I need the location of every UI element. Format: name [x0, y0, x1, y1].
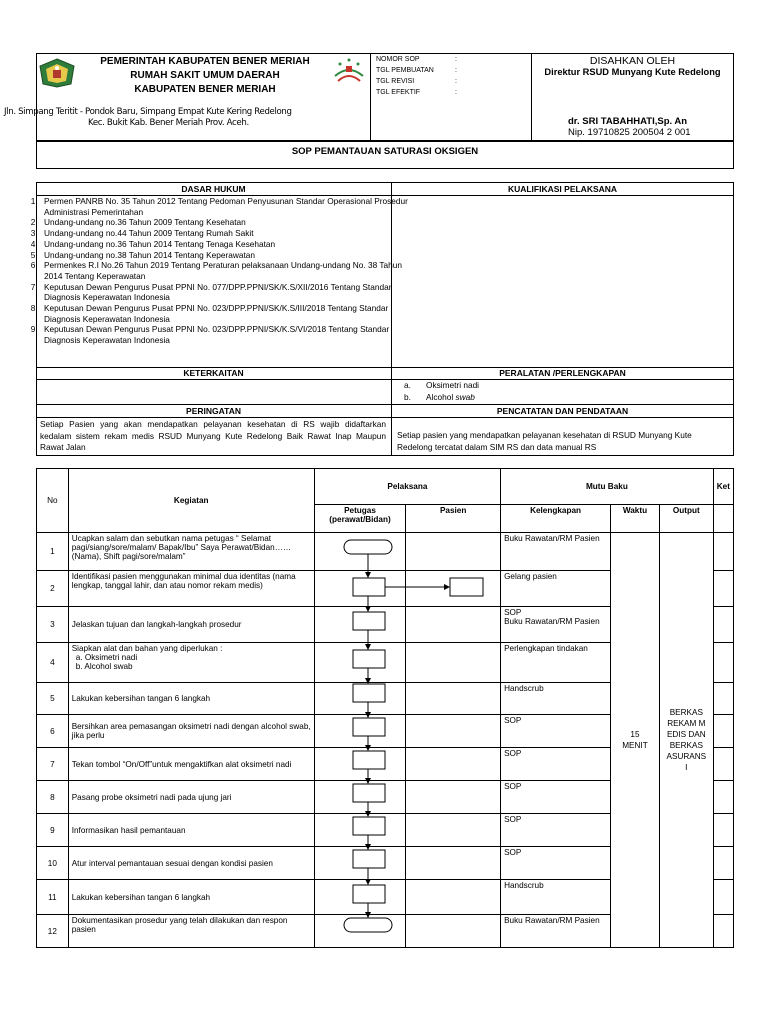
- row-kelengkapan: SOP: [501, 715, 611, 748]
- flow-step-10: [353, 850, 385, 868]
- peralatan-item-b-text: Alcohol: [426, 392, 456, 402]
- header-output: Output: [659, 505, 713, 533]
- signer-name: dr. SRI TABAHHATI,Sp. An: [568, 116, 688, 127]
- dasar-hukum-item: 5. Undang-undang no.38 Tahun 2014 Tentang Keperawatan: [40, 250, 408, 261]
- meta-tgl-pembuatan-label: TGL PEMBUATAN: [376, 67, 434, 74]
- peralatan-item-a-text: Oksimetri nadi: [426, 380, 480, 390]
- header-pasien: Pasien: [406, 505, 501, 533]
- peralatan-heading: PERALATAN /PERLENGKAPAN: [499, 368, 626, 378]
- flow-step-5: [353, 684, 385, 702]
- peralatan-marker-a: a.: [404, 380, 411, 390]
- row-kegiatan: Pasang probe oksimetri nadi pada ujung jari: [68, 781, 314, 814]
- row-ket: [713, 880, 733, 915]
- row-kelengkapan: SOP: [501, 847, 611, 880]
- row-kelengkapan: Gelang pasien: [501, 571, 611, 607]
- row-ket: [713, 571, 733, 607]
- row-kelengkapan: Buku Rawatan/RM Pasien: [501, 533, 611, 571]
- meta-nomor-sop-colon: :: [455, 56, 457, 63]
- peralatan-item-a: [426, 381, 479, 391]
- header-kegiatan: Kegiatan: [68, 469, 314, 533]
- row-kelengkapan: Handscrub: [501, 683, 611, 715]
- meta-tgl-revisi-label: TGL REVISI: [376, 78, 415, 85]
- dasar-hukum-item: 1. Permen PANRB No. 35 Tahun 2012 Tentang Pedoman Penyusunan Standar Operasional Prosedur Administrasi Pemerintahan: [40, 196, 408, 217]
- kualifikasi-heading: KUALIFIKASI PELAKSANA: [507, 184, 618, 194]
- header-waktu: Waktu: [611, 505, 660, 533]
- peralatan-item-b-extra: swab: [455, 392, 475, 402]
- row-kelengkapan: SOP: [501, 814, 611, 847]
- flow-step-9: [353, 817, 385, 835]
- row-kegiatan: Ucapkan salam dan sebutkan nama petugas “ Selamat pagi/siang/sore/malam/ Bapak/Ibu” Saya Perawat/Bidan…… (Nama), Shift pagi/sore/malam”: [68, 533, 314, 571]
- row-ket: [713, 643, 733, 683]
- row-no: 9: [37, 814, 69, 847]
- row-kegiatan: Bersihkan area pemasangan oksimetri nadi dengan alcohol swab, jika perlu: [68, 715, 314, 748]
- row-ket: [713, 533, 733, 571]
- header-kelengkapan: Kelengkapan: [501, 505, 611, 533]
- row-kelengkapan: Buku Rawatan/RM Pasien: [501, 915, 611, 948]
- keterkaitan-heading: KETERKAITAN: [183, 368, 244, 378]
- row-sub-item: b. Alcohol swab: [75, 662, 133, 671]
- flow-step-2: [353, 578, 385, 596]
- row-kegiatan: Identifikasi pasien menggunakan minimal dua identitas (nama lengkap, tanggal lahir, dan atau nomor rekam medis): [68, 571, 314, 607]
- meta-tgl-revisi-colon: :: [455, 78, 457, 85]
- row-kelengkapan: SOP: [501, 748, 611, 781]
- header-pelaksana: Pelaksana: [314, 469, 500, 505]
- peralatan-item-b: [426, 393, 475, 403]
- row-kelengkapan: Perlengkapan tindakan: [501, 643, 611, 683]
- regency-logo: [38, 58, 76, 88]
- header-petugas: Petugas (perawat/Bidan): [314, 505, 406, 533]
- row-no: 12: [37, 915, 69, 948]
- header-mutu-baku: Mutu Baku: [501, 469, 714, 505]
- dasar-hukum-item: 8. Keputusan Dewan Pengurus Pusat PPNI No. 023/DPP.PPNI/SK/K.S/III/2018 Tentang Standar Diagnosis Keperawatan Indonesia: [40, 303, 408, 324]
- waktu-value: 15 MENIT: [622, 730, 648, 750]
- row-no: 6: [37, 715, 69, 748]
- meta-tgl-pembuatan-colon: :: [455, 67, 457, 74]
- header-ket-sub: [713, 505, 733, 533]
- row-no: 10: [37, 847, 69, 880]
- flow-step-2-pasien: [450, 578, 483, 596]
- line-ket-head: [36, 379, 734, 380]
- line-per-head: [36, 417, 734, 418]
- row-ket: [713, 814, 733, 847]
- pencatatan-text: Setiap pasien yang mendapatkan pelayanan kesehatan di RSUD Munyang Kute Redelong tercatat dalam SIM RS dan data manual RS: [397, 430, 692, 452]
- row-kegiatan: Siapkan alat dan bahan yang diperlukan :: [71, 644, 223, 653]
- row-no: 8: [37, 781, 69, 814]
- flow-step-6: [353, 718, 385, 736]
- peralatan-marker-b: b.: [404, 392, 411, 402]
- row-kegiatan: Atur interval pemantauan sesuai dengan kondisi pasien: [68, 847, 314, 880]
- dasar-hukum-item: 2. Undang-undang no.36 Tahun 2009 Tentang Kesehatan: [40, 217, 408, 228]
- row-ket: [713, 915, 733, 948]
- row-ket: [713, 607, 733, 643]
- meta-tgl-efektif-label: TGL EFEKTIF: [376, 89, 421, 96]
- meta-nomor-sop-label: NOMOR SOP: [376, 56, 420, 63]
- dasar-hukum-item: 9. Keputusan Dewan Pengurus Pusat PPNI No. 023/DPP.PPNI/SK/K.S/VI/2018 Tentang Standar Diagnosis Keperawatan Indonesia: [40, 324, 408, 345]
- row-kelengkapan: SOP: [501, 781, 611, 814]
- waktu-cell: [611, 533, 660, 948]
- flow-step-11: [353, 885, 385, 903]
- flow-step-7: [353, 751, 385, 769]
- signer-nip: Nip. 19710825 200504 2 001: [568, 127, 691, 138]
- peringatan-heading: PERINGATAN: [186, 406, 241, 416]
- row-kegiatan: Lakukan kebersihan tangan 6 langkah: [68, 683, 314, 715]
- page-title: SOP PEMANTAUAN SATURASI OKSIGEN: [291, 146, 479, 157]
- row-kegiatan: Jelaskan tujuan dan langkah-langkah prosedur: [68, 607, 314, 643]
- dasar-hukum-item: 6. Permenkes R.I No.26 Tahun 2019 Tentang Peraturan pelaksanaan Undang-undang No. 38 Tahun 2014 Tentang Keperawatan: [40, 260, 408, 281]
- row-kegiatan-cell: [68, 643, 314, 683]
- address-line-1: Jln. Simpang Teritit - Pondok Baru, Simpang Empat Kute Kering Redelong: [4, 107, 292, 117]
- flowchart: [317, 532, 492, 942]
- row-ket: [713, 683, 733, 715]
- peringatan-text: Setiap Pasien yang akan mendapatkan pelayanan kesehatan di RS wajib didaftarkan kedalam sistem rekam medis RSUD Munyang Kute Redelong Baik Rawat Inap Maupun Rawat Jalan: [40, 419, 386, 452]
- row-kegiatan: Informasikan hasil pemantauan: [68, 814, 314, 847]
- output-value: BERKAS REKAM MEDIS DAN BERKAS ASURANSI: [666, 708, 707, 772]
- address-line-2: Kec. Bukit Kab. Bener Meriah Prov. Aceh.: [88, 118, 249, 128]
- row-no: 4: [37, 643, 69, 683]
- flow-step-3: [353, 612, 385, 630]
- hospital-name: RUMAH SAKIT UMUM DAERAH: [130, 70, 280, 81]
- row-ket: [713, 748, 733, 781]
- regency-name: KABUPATEN BENER MERIAH: [134, 84, 276, 95]
- header-no: No: [37, 469, 69, 533]
- pencatatan-heading: PENCATATAN DAN PENDATAAN: [496, 406, 629, 416]
- row-ket: [713, 715, 733, 748]
- dasar-hukum-item: 3. Undang-undang no.44 Tahun 2009 Tentang Rumah Sakit: [40, 228, 408, 239]
- flow-step-4: [353, 650, 385, 668]
- approved-by: DISAHKAN OLEH: [589, 55, 676, 67]
- dasar-hukum-heading: DASAR HUKUM: [181, 184, 246, 194]
- row-kegiatan: Dokumentasikan prosedur yang telah dilakukan dan respon pasien: [68, 915, 314, 948]
- output-cell: [659, 533, 713, 948]
- flow-start-terminator: [344, 540, 392, 554]
- row-kegiatan: Tekan tombol “On/Off”untuk mengaktifkan alat oksimetri nadi: [68, 748, 314, 781]
- row-no: 11: [37, 880, 69, 915]
- header-ket: Ket: [713, 469, 733, 505]
- row-no: 7: [37, 748, 69, 781]
- meta-tgl-efektif-colon: :: [455, 89, 457, 96]
- row-no: 2: [37, 571, 69, 607]
- row-sub-item: a. Oksimetri nadi: [75, 653, 138, 662]
- dasar-hukum-item: 4. Undang-undang no.36 Tahun 2014 Tentang Tenaga Kesehatan: [40, 239, 408, 250]
- row-no: 1: [37, 533, 69, 571]
- flow-step-8: [353, 784, 385, 802]
- row-kegiatan: Lakukan kebersihan tangan 6 langkah: [68, 880, 314, 915]
- row-ket: [713, 847, 733, 880]
- hospital-logo: [330, 56, 368, 90]
- row-no: 3: [37, 607, 69, 643]
- director-title: Direktur RSUD Munyang Kute Redelong: [544, 67, 721, 77]
- dasar-hukum-list: [18, 196, 408, 346]
- gov-name: PEMERINTAH KABUPATEN BENER MERIAH: [100, 56, 310, 67]
- row-ket: [713, 781, 733, 814]
- row-kelengkapan: SOP Buku Rawatan/RM Pasien: [501, 607, 611, 643]
- row-kelengkapan: Handscrub: [501, 880, 611, 915]
- row-no: 5: [37, 683, 69, 715]
- flow-end-terminator: [344, 918, 392, 932]
- dasar-hukum-item: 7. Keputusan Dewan Pengurus Pusat PPNI No. 077/DPP.PPNI/SK/K.S/XII/2016 Tentang Standar Diagnosis Keperawatan Indonesia: [40, 282, 408, 303]
- header-divider-1: [370, 53, 371, 141]
